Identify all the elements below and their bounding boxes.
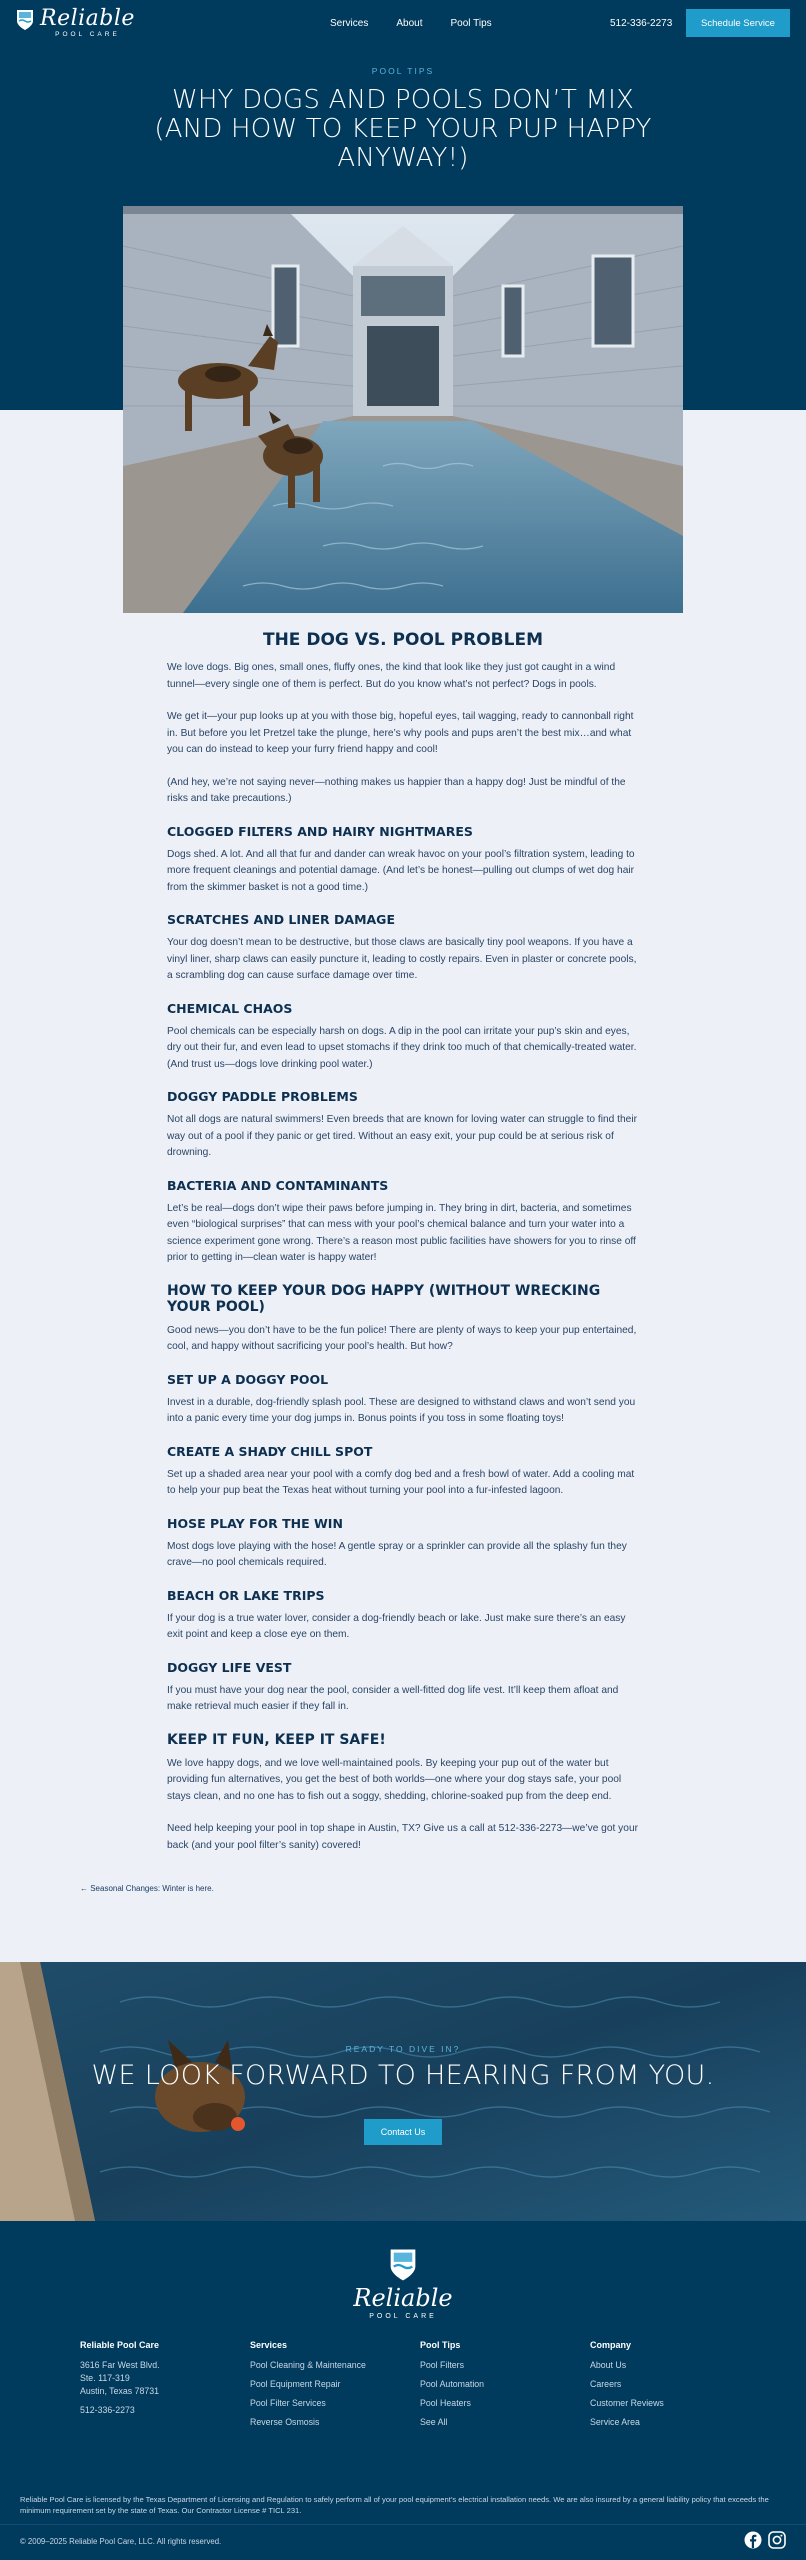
pool-dogs-image [123, 206, 683, 613]
footer-company-title: Company [590, 2340, 632, 2350]
paragraph: Let’s be real—dogs don’t wipe their paws before jumping in. They bring in dirt, bacteria, and sometimes even “biological surprises” that can mess with your pool’s chemical balance and turn your water into a science experiment gone wrong. There’s a reason most public facilities have showers for you to rinse off prior to getting in—clean water is happy water! [167, 1202, 636, 1263]
schedule-service-button[interactable]: Schedule Service [686, 9, 790, 37]
paragraph: We get it—your pup looks up at you with those big, hopeful eyes, tail wagging, ready to cannonball right in. But before you let Pretzel take the plunge, here’s why pools and pups aren’t the best mix…and what you can do instead to keep your furry friend happy and cool! [167, 711, 634, 755]
page-title: WHY DOGS AND POOLS DON’T MIX (AND HOW TO KEEP YOUR PUP HAPPY ANYWAY!) [154, 85, 652, 173]
footer-company-column [590, 2340, 750, 2435]
hero-photo [123, 206, 683, 613]
section-heading: BEACH OR LAKE TRIPS [167, 1587, 325, 1603]
footer-link-pool-automation[interactable]: Pool Automation [420, 2379, 485, 2389]
footer-link-pool-heaters[interactable]: Pool Heaters [420, 2398, 471, 2408]
section-heading: BACTERIA AND CONTAMINANTS [167, 1177, 389, 1193]
section-heading: CHEMICAL CHAOS [167, 1000, 293, 1016]
section-heading: CLOGGED FILTERS AND HAIRY NIGHTMARES [167, 823, 473, 839]
paragraph: Invest in a durable, dog-friendly splash pool. These are designed to withstand claws and won’t send you into a panic every time your dog jumps in. Bonus points if you toss in some floating toys! [167, 1396, 636, 1424]
footer-logo-subtitle: POOL CARE [369, 2313, 437, 2320]
footer-logo[interactable] [343, 2248, 463, 2320]
nav-pool-tips[interactable]: Pool Tips [450, 17, 492, 29]
band-eyebrow: READY TO DIVE IN? [345, 2044, 461, 2054]
instagram-icon[interactable] [768, 2531, 786, 2549]
footer-tips-column [420, 2340, 580, 2435]
paragraph: Good news—you don’t have to be the fun police! There are plenty of ways to keep your pup entertained, cool, and happy without sacrificing your pool’s health. But how? [167, 1324, 637, 1352]
paragraph: Most dogs love playing with the hose! A gentle spray or a sprinkler can provide all the splashy fun they crave—no pool chemicals required. [167, 1540, 627, 1568]
footer-services-column [250, 2340, 410, 2435]
paragraph: Dogs shed. A lot. And all that fur and dander can wreak havoc on your pool’s filtration system, leading to more frequent cleanings and potential damage. (And let’s be honest—pulling out clumps of wet dog hair from the skimmer basket is not a good time.) [167, 848, 635, 893]
footer-link-customer-reviews[interactable]: Customer Reviews [590, 2398, 664, 2408]
footer-phone[interactable]: 512-336-2273 [80, 2405, 135, 2415]
contact-band [0, 1962, 806, 2221]
footer-address-line: Austin, Texas 78731 [80, 2386, 160, 2396]
paragraph: We love happy dogs, and we love well-maintained pools. By keeping your pup out of the water but providing fun alternatives, you get the best of both worlds—one where your dog stays safe, your pool stays clean, and no one has to fish out a soggy, shedding, chlorine-soaked pup from the deep end. [167, 1757, 622, 1802]
site-header [0, 0, 806, 46]
dog-swimming-image [0, 1962, 806, 2221]
footer-link-pool-filters[interactable]: Pool Filters [420, 2360, 464, 2370]
previous-post-link[interactable]: ← Seasonal Changes: Winter is here. [80, 1884, 214, 1893]
paragraph: Set up a shaded area near your pool with a comfy dog bed and a fresh bowl of water. Add a cooling mat to help your pup beat the Texas heat without turning your pool into a fur-infested lagoon. [167, 1468, 635, 1496]
footer-link-about-us[interactable]: About Us [590, 2360, 627, 2370]
contact-us-button[interactable]: Contact Us [364, 2119, 442, 2145]
footer-link-reverse-osmosis[interactable]: Reverse Osmosis [250, 2417, 320, 2427]
section-heading: KEEP IT FUN, KEEP IT SAFE! [167, 1731, 386, 1748]
nav-services[interactable]: Services [330, 17, 369, 29]
footer-address-line: 3616 Far West Blvd. [80, 2360, 160, 2370]
main-nav [330, 0, 492, 46]
paragraph: If your dog is a true water lover, consider a dog-friendly beach or lake. Just make sure there’s an easy exit point and keep a close eye on them. [167, 1612, 626, 1640]
nav-about[interactable]: About [396, 17, 423, 29]
paragraph: We love dogs. Big ones, small ones, fluffy ones, the kind that look like they just got caught in a wind tunnel—every single one of them is perfect. But do you know what’s not perfect? Dogs in pools. [167, 662, 616, 690]
section-heading: SCRATCHES AND LINER DAMAGE [167, 912, 395, 927]
footer-services-title: Services [250, 2340, 288, 2350]
article-heading: THE DOG VS. POOL PROBLEM [262, 630, 543, 650]
license-notice: Reliable Pool Care is licensed by the Texas Department of Licensing and Regulation to safely perform all of your pool equipment’s electrical installation needs. We are also insured by a general liability policy that exceeds the minimum requirement set by the state of Texas. Our Contractor License # TICL 231. [20, 2495, 769, 2515]
footer-link-filter-services[interactable]: Pool Filter Services [250, 2398, 326, 2408]
footer-company-name: Reliable Pool Care [80, 2340, 160, 2350]
section-heading: DOGGY PADDLE PROBLEMS [167, 1089, 358, 1104]
footer-link-see-all[interactable]: See All [420, 2417, 448, 2427]
footer-tips-title: Pool Tips [420, 2340, 461, 2350]
footer-link-careers[interactable]: Careers [590, 2379, 622, 2389]
section-heading: CREATE A SHADY CHILL SPOT [167, 1443, 373, 1459]
header-phone[interactable]: 512-336-2273 [610, 18, 673, 29]
paragraph: If you must have your dog near the pool, consider a well-fitted dog life vest. It’ll keep them afloat and make retrieval much easier if they fall in. [167, 1684, 619, 1712]
footer-logo-wordmark: Reliable [353, 2284, 453, 2312]
logo-wordmark: Reliable [40, 6, 135, 31]
paragraph: (And hey, we’re not saying never—nothing makes us happier than a happy dog! Just be mindful of the risks and take precautions.) [167, 776, 626, 804]
copyright: © 2009–2025 Reliable Pool Care, LLC. All rights reserved. [20, 2537, 222, 2546]
footer-link-equipment-repair[interactable]: Pool Equipment Repair [250, 2379, 341, 2389]
footer-link-service-area[interactable]: Service Area [590, 2417, 640, 2427]
band-title: WE LOOK FORWARD TO HEARING FROM YOU. [91, 2060, 715, 2091]
section-heading: HOW TO KEEP YOUR DOG HAPPY (WITHOUT WRECKING YOUR POOL) [167, 1282, 601, 1315]
facebook-icon[interactable] [744, 2531, 762, 2549]
logo-subtitle: POOL CARE [55, 31, 120, 38]
footer-address-line: Ste. 117-319 [80, 2373, 130, 2383]
paragraph: Pool chemicals can be especially harsh on dogs. A dip in the pool can irritate your pup’s skin and eyes, dry out their fur, and even lead to upset stomachs if they drink too much of that chemically-treated water. (And trust us—dogs love drinking pool water.) [167, 1025, 637, 1070]
paragraph: Not all dogs are natural swimmers! Even breeds that are known for loving water can struggle to find their way out of a pool if they panic or get tired. Without an easy exit, your pup could be at serious risk of drowning. [167, 1114, 637, 1158]
paragraph: Your dog doesn’t mean to be destructive, but those claws are basically tiny pool weapons. If you have a vinyl liner, sharp claws can easily puncture it, leading to costly repairs. Even in plaster or concrete pools, a scrambling dog can cause surface damage over time. [167, 937, 637, 981]
shield-logo-icon [389, 2248, 417, 2282]
footer-divider [0, 2524, 806, 2525]
section-heading: HOSE PLAY FOR THE WIN [167, 1515, 343, 1531]
hero-eyebrow: POOL TIPS [371, 66, 435, 76]
footer-contact-column [80, 2340, 240, 2423]
paragraph: Need help keeping your pool in top shape in Austin, TX? Give us a call at 512-336-2273—we’ve got your back (and your pool filter’s sanity) covered! [167, 1823, 638, 1851]
shield-logo-icon [16, 9, 34, 31]
article-body [167, 630, 639, 1854]
site-logo[interactable] [16, 6, 135, 38]
section-heading: DOGGY LIFE VEST [167, 1659, 292, 1675]
section-heading: SET UP A DOGGY POOL [167, 1371, 329, 1387]
footer-link-pool-cleaning[interactable]: Pool Cleaning & Maintenance [250, 2360, 366, 2370]
